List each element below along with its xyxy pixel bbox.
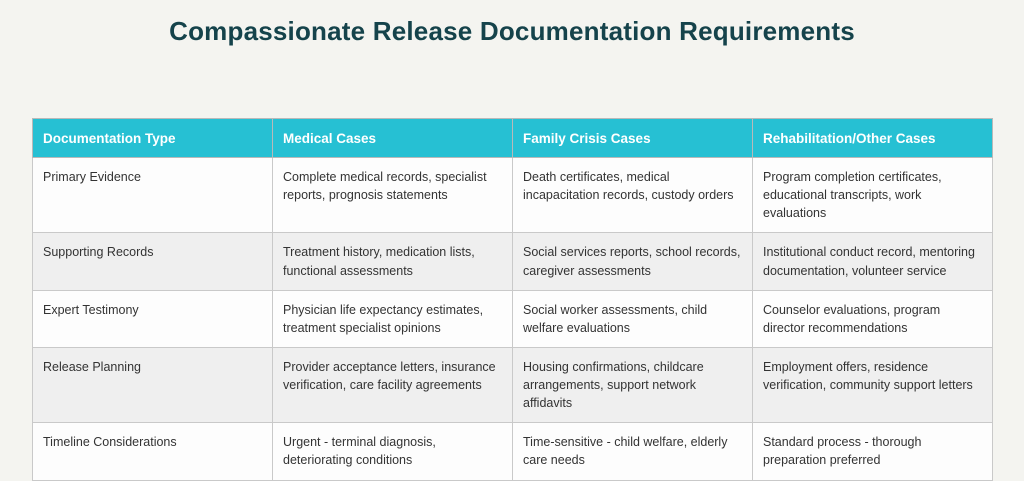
column-header-documentation-type: Documentation Type [33, 119, 273, 158]
cell-documentation-type: Expert Testimony [33, 290, 273, 347]
cell-rehab: Institutional conduct record, mentoring documentation, volunteer service [753, 233, 993, 290]
cell-medical: Urgent - terminal diagnosis, deteriorating conditions [273, 423, 513, 480]
cell-medical: Treatment history, medication lists, functional assessments [273, 233, 513, 290]
page-title: Compassionate Release Documentation Requirements [169, 16, 855, 46]
cell-documentation-type: Release Planning [33, 347, 273, 422]
cell-rehab: Standard process - thorough preparation preferred [753, 423, 993, 480]
cell-family: Housing confirmations, childcare arrangements, support network affidavits [513, 347, 753, 422]
documentation-requirements-table [32, 118, 993, 481]
cell-rehab: Program completion certificates, educational transcripts, work evaluations [753, 158, 993, 233]
cell-rehab: Employment offers, residence verification, community support letters [753, 347, 993, 422]
cell-documentation-type: Timeline Considerations [33, 423, 273, 480]
documentation-table-wrapper [32, 118, 992, 481]
cell-family: Social worker assessments, child welfare evaluations [513, 290, 753, 347]
table-row [33, 423, 993, 480]
table-header [33, 119, 993, 158]
cell-documentation-type: Supporting Records [33, 233, 273, 290]
column-header-rehabilitation-other-cases: Rehabilitation/Other Cases [753, 119, 993, 158]
column-header-medical-cases: Medical Cases [273, 119, 513, 158]
column-header-family-crisis-cases: Family Crisis Cases [513, 119, 753, 158]
cell-documentation-type: Primary Evidence [33, 158, 273, 233]
cell-rehab: Counselor evaluations, program director recommendations [753, 290, 993, 347]
cell-family: Death certificates, medical incapacitation records, custody orders [513, 158, 753, 233]
table-row [33, 347, 993, 422]
table-row [33, 290, 993, 347]
table-row [33, 233, 993, 290]
cell-medical: Physician life expectancy estimates, treatment specialist opinions [273, 290, 513, 347]
table-body [33, 158, 993, 481]
cell-family: Social services reports, school records, caregiver assessments [513, 233, 753, 290]
table-header-row [33, 119, 993, 158]
cell-family: Time-sensitive - child welfare, elderly care needs [513, 423, 753, 480]
cell-medical: Complete medical records, specialist reports, prognosis statements [273, 158, 513, 233]
cell-medical: Provider acceptance letters, insurance verification, care facility agreements [273, 347, 513, 422]
table-row [33, 158, 993, 233]
